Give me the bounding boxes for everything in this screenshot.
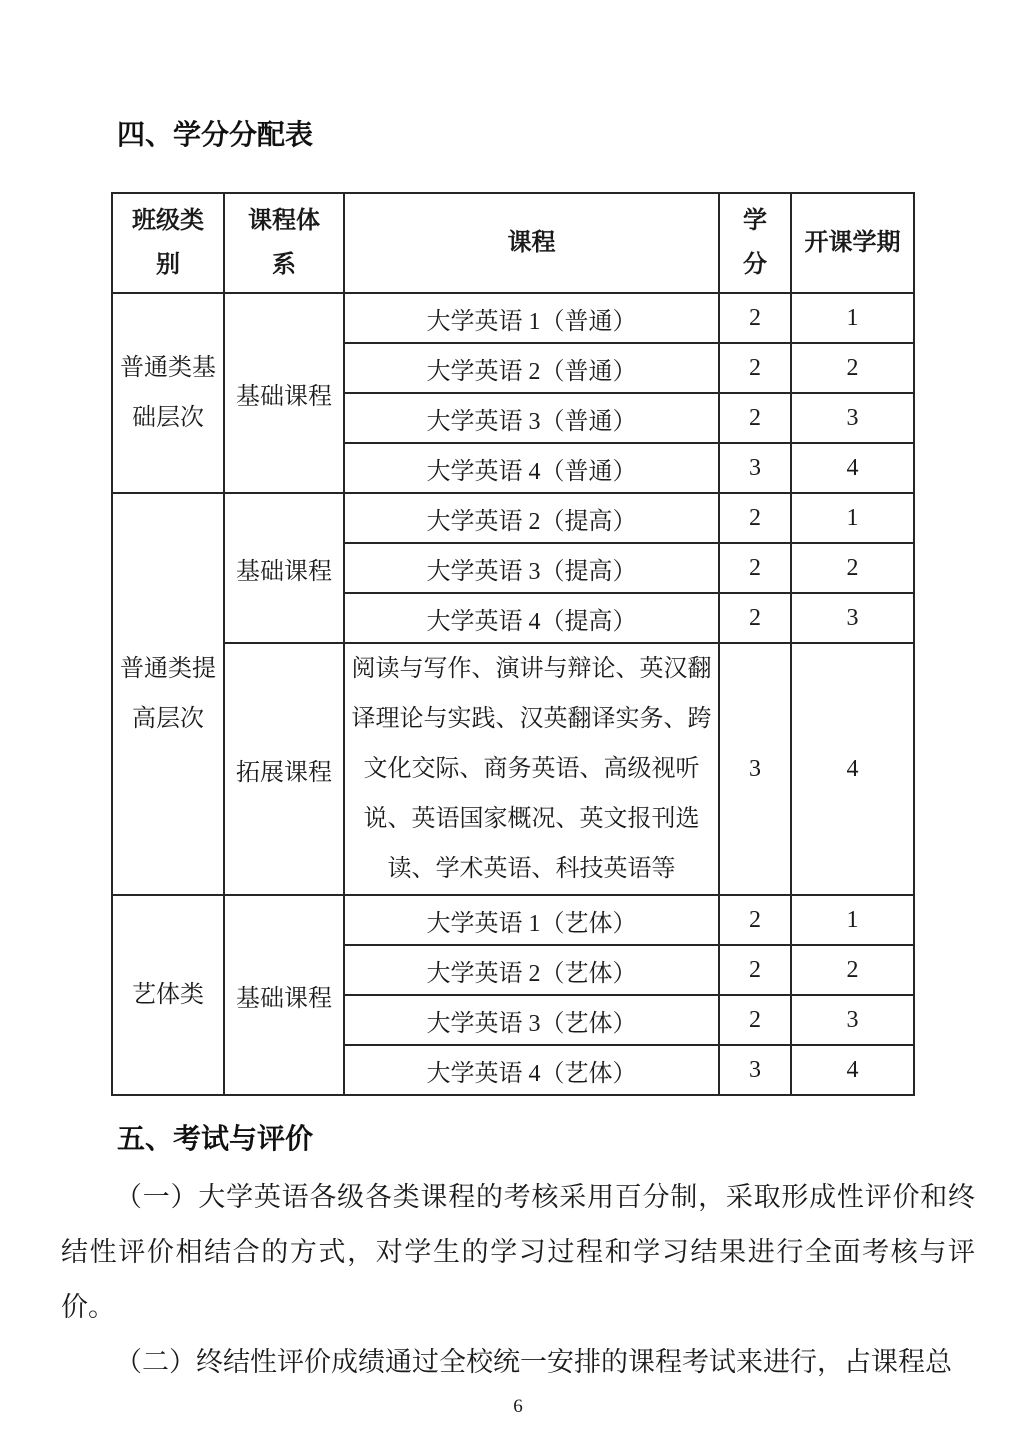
credits-cell: 2 bbox=[719, 543, 791, 593]
credits-cell: 3 bbox=[719, 443, 791, 493]
course-system-cell: 基础课程 bbox=[224, 895, 344, 1095]
paragraph-final-evaluation: （二）终结性评价成绩通过全校统一安排的课程考试来进行，占课程总 bbox=[115, 1347, 952, 1377]
page-number: 6 bbox=[513, 1396, 523, 1417]
semester-cell: 2 bbox=[791, 543, 914, 593]
class-type-cell: 普通类提高层次 bbox=[112, 493, 224, 895]
semester-cell: 1 bbox=[791, 895, 914, 945]
semester-cell: 2 bbox=[791, 945, 914, 995]
course-cell: 大学英语 3（普通） bbox=[344, 393, 719, 443]
header-course: 课程 bbox=[344, 193, 719, 293]
course-cell: 大学英语 2（普通） bbox=[344, 343, 719, 393]
section-title-exam-evaluation: 五、考试与评价 bbox=[117, 1123, 314, 1154]
semester-cell: 4 bbox=[791, 443, 914, 493]
semester-cell: 3 bbox=[791, 593, 914, 643]
class-type-cell: 艺体类 bbox=[112, 895, 224, 1095]
section-title-credit-table: 四、学分分配表 bbox=[117, 119, 314, 150]
course-cell: 大学英语 2（提高） bbox=[344, 493, 719, 543]
semester-cell: 1 bbox=[791, 493, 914, 543]
credits-cell: 2 bbox=[719, 945, 791, 995]
course-system-cell: 基础课程 bbox=[224, 293, 344, 493]
credits-cell: 2 bbox=[719, 493, 791, 543]
table-header-row bbox=[112, 193, 914, 293]
course-cell: 大学英语 2（艺体） bbox=[344, 945, 719, 995]
credits-cell: 3 bbox=[719, 643, 791, 895]
course-cell: 大学英语 4（提高） bbox=[344, 593, 719, 643]
table-row bbox=[112, 293, 914, 343]
header-credits: 学分 bbox=[719, 193, 791, 293]
semester-cell: 3 bbox=[791, 995, 914, 1045]
credits-cell: 2 bbox=[719, 995, 791, 1045]
credits-cell: 2 bbox=[719, 895, 791, 945]
header-class-type: 班级类别 bbox=[112, 193, 224, 293]
course-cell: 大学英语 1（普通） bbox=[344, 293, 719, 343]
class-type-cell: 普通类基础层次 bbox=[112, 293, 224, 493]
paragraph-evaluation-method: （一）大学英语各级各类课程的考核采用百分制，采取形成性评价和终结性评价相结合的方式，对学生的学习过程和学习结果进行全面考核与评价。 bbox=[61, 1182, 975, 1322]
table-row bbox=[112, 493, 914, 543]
course-cell: 大学英语 3（提高） bbox=[344, 543, 719, 593]
course-cell: 大学英语 4（艺体） bbox=[344, 1045, 719, 1095]
course-system-cell: 基础课程 bbox=[224, 493, 344, 643]
course-cell: 大学英语 3（艺体） bbox=[344, 995, 719, 1045]
body-paragraphs bbox=[61, 1170, 975, 1390]
course-system-cell: 拓展课程 bbox=[224, 643, 344, 895]
table-row bbox=[112, 895, 914, 945]
semester-cell: 4 bbox=[791, 1045, 914, 1095]
credits-cell: 2 bbox=[719, 593, 791, 643]
table-row bbox=[112, 643, 914, 895]
header-course-system: 课程体系 bbox=[224, 193, 344, 293]
credits-cell: 3 bbox=[719, 1045, 791, 1095]
credits-cell: 2 bbox=[719, 293, 791, 343]
course-cell: 大学英语 4（普通） bbox=[344, 443, 719, 493]
semester-cell: 3 bbox=[791, 393, 914, 443]
course-cell: 大学英语 1（艺体） bbox=[344, 895, 719, 945]
credit-distribution-table bbox=[111, 192, 915, 1096]
semester-cell: 2 bbox=[791, 343, 914, 393]
course-cell: 阅读与写作、演讲与辩论、英汉翻译理论与实践、汉英翻译实务、跨文化交际、商务英语、高级视听说、英语国家概况、英文报刊选读、学术英语、科技英语等 bbox=[344, 643, 719, 895]
header-semester: 开课学期 bbox=[791, 193, 914, 293]
credits-cell: 2 bbox=[719, 393, 791, 443]
credits-cell: 2 bbox=[719, 343, 791, 393]
semester-cell: 1 bbox=[791, 293, 914, 343]
semester-cell: 4 bbox=[791, 643, 914, 895]
